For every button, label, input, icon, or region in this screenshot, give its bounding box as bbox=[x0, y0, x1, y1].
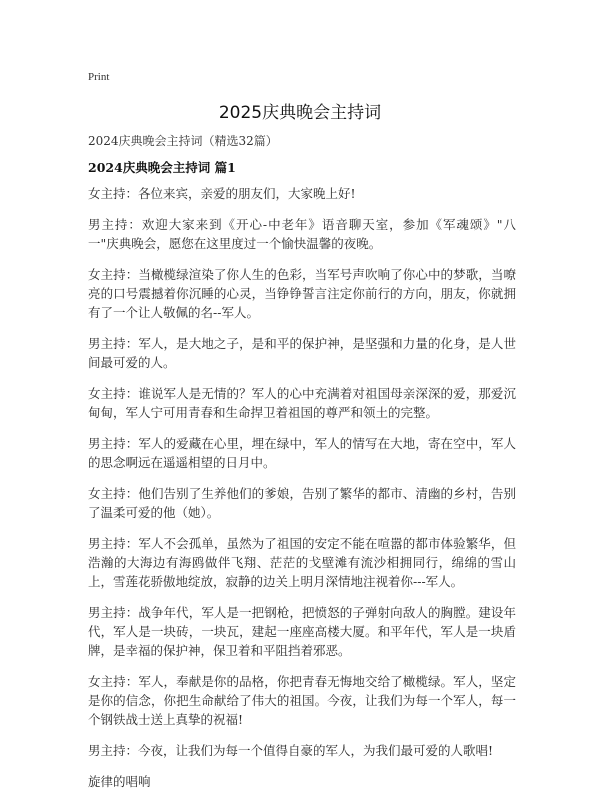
paragraph: 女主持：他们告别了生养他们的爹娘，告别了繁华的都市、清幽的乡村，告别了温柔可爱的他（她）。 bbox=[88, 486, 516, 520]
paragraph: 男主持：军人不会孤单，虽然为了祖国的安定不能在喧嚣的都市体验繁华，但浩瀚的大海边有海鸥做伴飞翔、茫茫的戈壁滩有流沙相拥同行，绵绵的雪山上，雪莲花骄傲地绽放，寂静的边关上明月深情地注视着你---军人。 bbox=[88, 536, 516, 589]
print-link[interactable]: Print bbox=[88, 71, 110, 83]
paragraph: 女主持：当橄榄绿渲染了你人生的色彩，当军号声吹响了你心中的梦歌，当嘹亮的口号震撼着你沉睡的心灵，当铮铮誓言注定你前行的方向，朋友，你就拥有了一个让人敬佩的名--军人。 bbox=[88, 267, 516, 320]
page-title: 2025庆典晚会主持词 bbox=[218, 103, 382, 123]
paragraph: 女主持：各位来宾，亲爱的朋友们，大家晚上好! bbox=[88, 186, 356, 201]
paragraph: 男主持：欢迎大家来到《开心-中老年》语音聊天室，参加《军魂颂》"八一"庆典晚会，愿您在这里度过一个愉快温馨的夜晚。 bbox=[88, 217, 516, 251]
paragraph: 女主持：谁说军人是无情的？军人的心中充满着对祖国母亲深深的爱，那爱沉甸甸，军人宁可用青春和生命捍卫着祖国的尊严和领土的完整。 bbox=[88, 386, 516, 420]
section-heading: 2024庆典晚会主持词 篇1 bbox=[88, 160, 236, 175]
document-subtitle: 2024庆典晚会主持词（精选32篇） bbox=[88, 134, 278, 148]
paragraph: 旋律的唱响 bbox=[88, 774, 151, 789]
paragraph: 女主持：军人，奉献是你的品格，你把青春无悔地交给了橄榄绿。军人，坚定是你的信念，你把生命献给了伟大的祖国。今夜，让我们为每一个军人，每一个钢铁战士送上真挚的祝福! bbox=[88, 674, 516, 727]
document-body bbox=[88, 184, 516, 803]
paragraph: 男主持：今夜，让我们为每一个值得自豪的军人，为我们最可爱的人歌唱! bbox=[88, 743, 494, 758]
paragraph: 男主持：军人，是大地之子，是和平的保护神，是坚强和力量的化身，是人世间最可爱的人。 bbox=[88, 336, 516, 370]
paragraph: 男主持：军人的爱藏在心里，埋在绿中，军人的情写在大地，寄在空中，军人的思念啊远在遥遥相望的日月中。 bbox=[88, 436, 516, 470]
paragraph: 男主持：战争年代，军人是一把钢枪，把愤怒的子弹射向敌人的胸膛。建设年代，军人是一块砖，一块瓦，建起一座座高楼大厦。和平年代，军人是一块盾牌，是幸福的保护神，保卫着和平阻挡着邪恶。 bbox=[88, 605, 516, 658]
